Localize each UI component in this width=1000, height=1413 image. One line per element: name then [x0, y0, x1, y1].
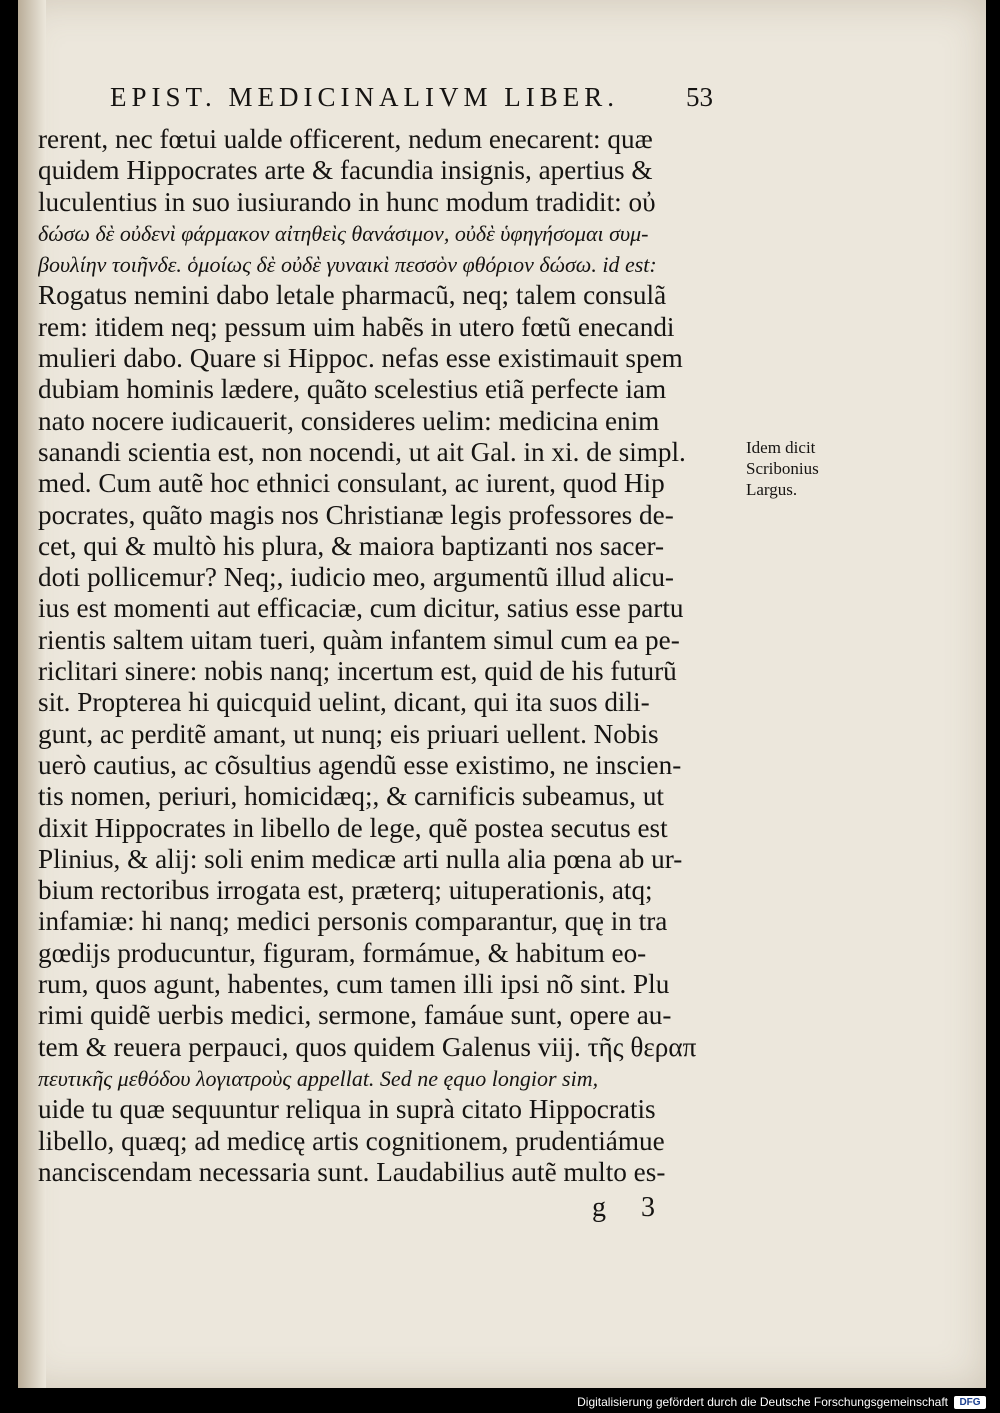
- text-line: med. Cum autẽ hoc ethnici consulant, ac iurent, quod Hip: [38, 468, 665, 499]
- dfg-logo: DFG: [954, 1396, 986, 1409]
- text-line: ius est momenti aut efficaciæ, cum dicitur, satius esse partu: [38, 593, 684, 624]
- text-line: gunt, ac perditẽ amant, ut nunq; eis priuari uellent. Nobis: [38, 718, 659, 749]
- text-line: pocrates, quãto magis nos Christianæ legis professores de-: [38, 499, 674, 530]
- text-line: rum, quos agunt, habentes, cum tamen illi ipsi nõ sint. Plu: [38, 969, 670, 1000]
- text-line: nato nocere iudicauerit, consideres uelim: medicina enim: [38, 405, 660, 436]
- text-line: Rogatus nemini dabo letale pharmacũ, neq; talem consulã: [38, 280, 667, 311]
- text-line: infamiæ: hi nanq; medici personis comparantur, quę in tra: [38, 906, 668, 937]
- text-line: uerò cautius, ac cõsultius agendũ esse existimo, ne inscien-: [38, 749, 682, 780]
- text-line: cet, qui & multò his plura, & maiora baptizanti nos sacer-: [38, 530, 665, 561]
- greek-text-line: δώσω δὲ οὐδενὶ φάρμακον αἰτηθεὶς θανάσιμον, οὐδὲ ὑφηγήσομαι συμ-: [38, 220, 649, 246]
- text-line: rimi quidẽ uerbis medici, sermone, famáue sunt, opere au-: [38, 1000, 672, 1031]
- text-line: mulieri dabo. Quare si Hippoc. nefas esse existimauit spem: [38, 343, 683, 374]
- marginal-note-line: Scribonius: [746, 459, 819, 478]
- text-line: tis nomen, periuri, homicidæq;, & carnificis subeamus, ut: [38, 781, 664, 812]
- page-number: 53: [686, 82, 713, 112]
- text-line: tem & reuera perpauci, quos quidem Galenus viij. τῆς θεραπ: [38, 1031, 697, 1062]
- text-line: gœdijs producuntur, figuram, formámue, & habitum eo-: [38, 937, 647, 968]
- text-line: quidem Hippocrates arte & facundia insignis, apertius &: [38, 155, 653, 186]
- text-line: luculentius in suo iusiurando in hunc modum tradidit: οὐ: [38, 186, 656, 217]
- text-line: uide tu quæ sequuntur reliqua in suprà citato Hippocratis: [38, 1094, 656, 1125]
- text-line: nanciscendam necessaria sunt. Laudabilius autẽ multo es-: [38, 1156, 666, 1187]
- text-line: rientis saltem uitam tueri, quàm infantem simul cum ea pe-: [38, 624, 680, 655]
- marginal-note-line: Largus.: [746, 480, 798, 499]
- marginal-note-line: Idem dicit: [746, 438, 816, 457]
- marginal-note: [746, 437, 866, 500]
- text-line: doti pollicemur? Neq;, iudicio meo, argumentũ illud alicu-: [38, 562, 674, 593]
- text-line: bium rectoribus irrogata est, præterq; uituperationis, atq;: [38, 875, 653, 906]
- funding-credit: Digitalisierung gefördert durch die Deutsche Forschungsgemeinschaft: [577, 1395, 948, 1409]
- signature-mark: g 3: [592, 1192, 669, 1223]
- running-title: EPIST. MEDICINALIVM LIBER.: [110, 82, 619, 112]
- text-line: Plinius, & alij: soli enim medicæ arti nulla alia pœna ab ur-: [38, 843, 683, 874]
- text-line: riclitari sinere: nobis nanq; incertum est, quid de his futurũ: [38, 656, 677, 687]
- text-line: rerent, nec fœtui ualde officerent, nedum enecarent: quæ: [38, 124, 653, 154]
- text-line: sanandi scientia est, non nocendi, ut ait Gal. in xi. de simpl.: [38, 436, 686, 467]
- text-line: sit. Propterea hi quicquid uelint, dicant, qui ita suos dili-: [38, 687, 650, 718]
- text-line: dubiam hominis lædere, quãto scelestius etiã perfecte iam: [38, 374, 667, 405]
- body-text: [38, 124, 728, 1188]
- footer-bar: [0, 1393, 1000, 1413]
- greek-text-line: πευτικῆς μεθόδου λογιατροὺς appellat. Sed ne ęquo longior sim,: [38, 1065, 599, 1091]
- greek-text-line: βουλίην τοιῆνδε. ὁμοίως δὲ οὐδὲ γυναικὶ πεσσὸν φθόριον δώσω. id est:: [38, 252, 657, 278]
- text-line: libello, quæq; ad medicę artis cognitionem, prudentiámue: [38, 1125, 665, 1156]
- text-line: rem: itidem neq; pessum uim habẽs in utero fœtũ enecandi: [38, 311, 675, 342]
- text-line: dixit Hippocrates in libello de lege, quẽ postea secutus est: [38, 812, 668, 843]
